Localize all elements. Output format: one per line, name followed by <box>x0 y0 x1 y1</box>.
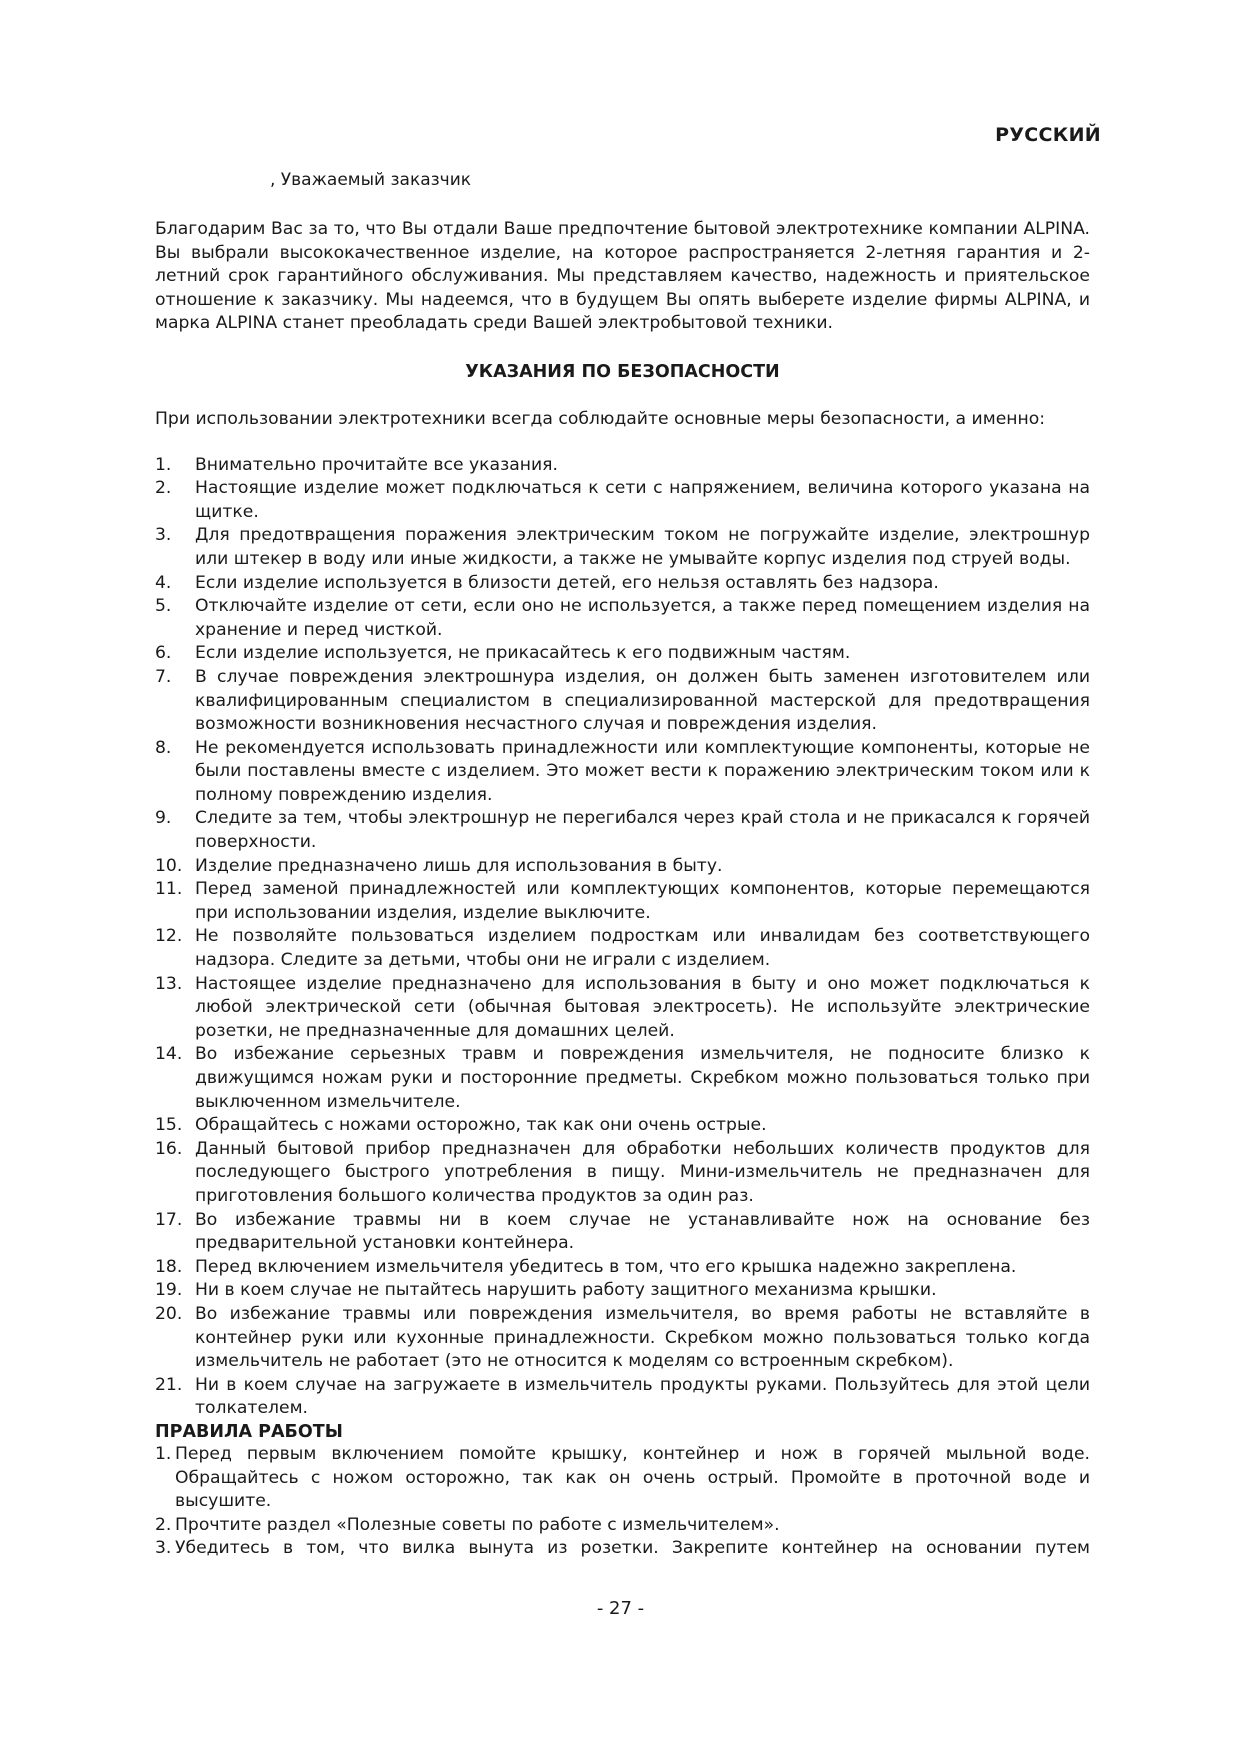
list-item-number: 11. <box>155 879 183 900</box>
safety-item <box>155 1279 1090 1303</box>
list-item-number: 17. <box>155 1209 183 1230</box>
safety-lead: При использовании электротехники всегда соблюдайте основные меры безопасности, а именно: <box>155 408 1046 429</box>
list-item-text: Не позволяйте пользоваться изделием подросткам или инвалидам без соответствующего надзора. Следите за детьми, чтобы они не играли с изделием. <box>195 926 1090 971</box>
list-item-text: Перед включением измельчителя убедитесь в том, что его крышка надежно закреплена. <box>195 1256 1017 1277</box>
list-item-number: 3. <box>155 525 172 546</box>
list-item-text: В случае повреждения электрошнура изделия, он должен быть заменен изготовителем или квалифицированным специалистом в специализированной мастерской для предотвращения возможности возникновения несчастного случая и повреждения изделия. <box>195 666 1090 735</box>
safety-item <box>155 973 1090 1044</box>
list-item-number: 5. <box>155 596 172 617</box>
list-item-number: 4. <box>155 572 172 593</box>
list-item-text: Настоящие изделие может подключаться к сети с напряжением, величина которого указана на щитке. <box>195 478 1090 522</box>
list-item-text: Если изделие используется, не прикасайтесь к его подвижным частям. <box>195 643 851 664</box>
safety-item <box>155 454 1090 478</box>
list-item-text: Не рекомендуется использовать принадлежности или комплектующие компоненты, которые не были поставлены вместе с изделием. Это может вести к поражению электрическим током или к полному повреждению изделия. <box>195 737 1090 805</box>
list-item-text: Если изделие используется в близости детей, его нельзя оставлять без надзора. <box>195 572 939 593</box>
work-item <box>155 1443 1090 1514</box>
list-item-number: 15. <box>155 1115 183 1136</box>
safety-item <box>155 925 1090 972</box>
list-item-number: 1. <box>155 1443 172 1464</box>
list-item-text: Для предотвращения поражения электрическим током не погружайте изделие, электрошнур или штекер в воду или иные жидкости, а также не умывайте корпус изделия под струей воды. <box>195 525 1090 569</box>
safety-item <box>155 1303 1090 1374</box>
safety-item <box>155 524 1090 571</box>
list-item-number: 12. <box>155 926 183 947</box>
list-item-number: 7. <box>155 666 172 687</box>
list-item-number: 1. <box>155 454 172 475</box>
list-item-text: Во избежание травмы ни в коем случае не устанавливайте нож на основание без предварительной установки контейнера. <box>195 1209 1090 1254</box>
safety-item <box>155 1114 1090 1138</box>
safety-item <box>155 1209 1090 1256</box>
list-item-text: Ни в коем случае на загружаете в измельчитель продукты руками. Пользуйтесь для этой цели толкателем. <box>195 1374 1090 1419</box>
safety-item <box>155 1374 1090 1421</box>
list-item-text: Настоящее изделие предназначено для использования в быту и оно может подключаться к любой электрической сети (обычная бытовая электросеть). Не используйте электрические розетки, не предназначенные для домашних целей. <box>195 973 1090 1041</box>
list-item-number: 2. <box>155 478 172 499</box>
list-item-text: Во избежание травмы или повреждения измельчителя, во время работы не вставляйте в контейнер руки или кухонные принадлежности. Скребком можно пользоваться только когда измельчитель не работает (это не относится к моделям со встроенным скребком). <box>195 1303 1090 1372</box>
safety-item <box>155 572 1090 596</box>
safety-item <box>155 666 1090 737</box>
list-item-number: 16. <box>155 1138 183 1159</box>
safety-item <box>155 642 1090 666</box>
page-number: - 27 - <box>596 1598 645 1619</box>
list-item-number: 18. <box>155 1256 183 1277</box>
list-item-number: 14. <box>155 1044 183 1065</box>
list-item-number: 6. <box>155 643 172 664</box>
work-item <box>155 1514 1090 1538</box>
safety-item <box>155 477 1090 524</box>
list-item-text: Перед первым включением помойте крышку, контейнер и нож в горячей мыльной воде. Обращайтесь с ножом осторожно, так как он очень острый. Промойте в проточной воде и высушите. <box>175 1443 1090 1512</box>
safety-item <box>155 595 1090 642</box>
list-item-text: Следите за тем, чтобы электрошнур не перегибался через край стола и не прикасался к горячей поверхности. <box>195 808 1090 853</box>
language-label: РУССКИЙ <box>995 124 1101 146</box>
safety-item <box>155 737 1090 808</box>
list-item-text: Убедитесь в том, что вилка вынута из розетки. Закрепите контейнер на основании путем <box>175 1538 1090 1559</box>
greeting: , Уважаемый заказчик <box>270 170 472 190</box>
work-heading: ПРАВИЛА РАБОТЫ <box>155 1421 343 1442</box>
list-item-number: 8. <box>155 737 172 758</box>
safety-item <box>155 1256 1090 1280</box>
main-content <box>155 218 1090 1561</box>
safety-item <box>155 855 1090 879</box>
list-item-text: Изделие предназначено лишь для использования в быту. <box>195 855 723 876</box>
list-item-text: Данный бытовой прибор предназначен для обработки небольших количеств продуктов для последующего быстрого употребления в пищу. Мини-измельчитель не предназначен для приготовления большого количества продуктов за один раз. <box>195 1138 1090 1206</box>
list-item-number: 13. <box>155 973 183 994</box>
list-item-number: 2. <box>155 1514 172 1535</box>
safety-heading: УКАЗАНИЯ ПО БЕЗОПАСНОСТИ <box>465 361 780 382</box>
safety-list <box>155 454 1090 1421</box>
list-item-text: Перед заменой принадлежностей или комплектующих компонентов, которые перемещаются при использовании изделия, изделие выключите. <box>195 879 1090 923</box>
safety-item <box>155 807 1090 854</box>
list-item-number: 9. <box>155 808 172 829</box>
list-item-text: Прочтите раздел «Полезные советы по работе с измельчителем». <box>175 1514 780 1535</box>
list-item-text: Внимательно прочитайте все указания. <box>195 454 558 475</box>
work-item <box>155 1537 1090 1561</box>
list-item-text: Во избежание серьезных травм и повреждения измельчителя, не подносите близко к движущимся ножам руки и посторонние предметы. Скребком можно пользоваться только при выключенном измельчителе. <box>195 1044 1090 1112</box>
list-item-number: 20. <box>155 1303 183 1324</box>
intro-paragraph: Благодарим Вас за то, что Вы отдали Ваше предпочтение бытовой электротехнике компании ALPINA. Вы выбрали высококачественное изделие, на которое распространяется 2-летняя гарантия и 2-летний срок гарантийного обслуживания. Мы представляем качество, надежность и приятельское отношение к заказчику. Мы надеемся, что в будущем Вы опять выберете изделие фирмы ALPINA, и марка ALPINA станет преобладать среди Вашей электробытовой техники. <box>155 219 1090 334</box>
safety-item <box>155 1043 1090 1114</box>
list-item-text: Ни в коем случае не пытайтесь нарушить работу защитного механизма крышки. <box>195 1280 937 1301</box>
list-item-text: Отключайте изделие от сети, если оно не используется, а также перед помещением изделия на хранение и перед чисткой. <box>195 596 1090 640</box>
list-item-number: 3. <box>155 1538 172 1559</box>
safety-item <box>155 878 1090 925</box>
list-item-text: Обращайтесь с ножами осторожно, так как они очень острые. <box>195 1115 767 1136</box>
safety-item <box>155 1138 1090 1209</box>
work-list <box>155 1443 1090 1561</box>
list-item-number: 19. <box>155 1280 183 1301</box>
list-item-number: 21. <box>155 1374 183 1395</box>
list-item-number: 10. <box>155 855 183 876</box>
